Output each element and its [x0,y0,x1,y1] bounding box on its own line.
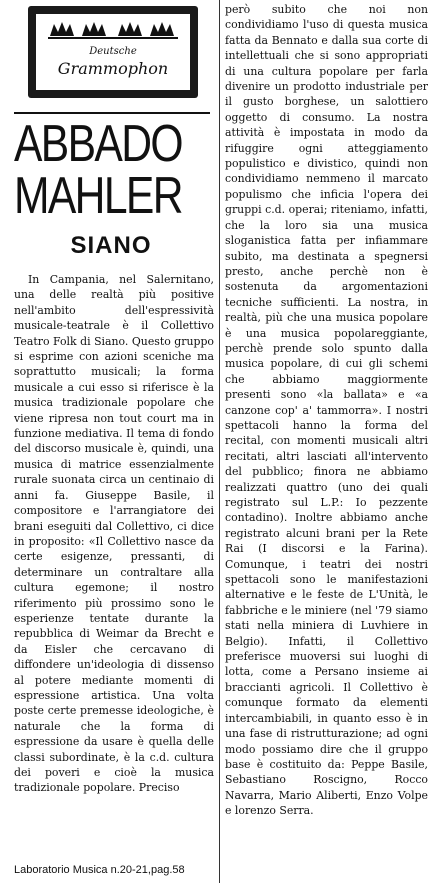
logo-text-grammophon: Grammophon [57,59,169,78]
article-right-body [225,2,428,819]
logo-panel [36,14,190,90]
source-caption: Laboratorio Musica n.20-21,pag.58 [14,864,185,876]
article-left-text [14,272,214,796]
subhead-siano: SIANO [70,232,152,259]
deutsche-grammophon-logo [28,6,198,98]
article-left-body [14,272,214,796]
headline-mahler: MAHLER [14,167,182,225]
column-divider [219,0,220,883]
headline-abbado: ABBADO [14,115,182,173]
article-right-text: però subito che noi non condividiamo l'uso di questa musica fatta da Bennato e dalla sua corte di intellettuali che si sono appropriati di una cultura popolare per farla divenire un prodotto industriale per il gusto borghese, un salottiero oggetto di consumo. La nostra attività è impostata in modo da rifuggire ogni atteggiamento populistico e divistico, quindi non condividiamo nemmeno il marcato populismo che inficia l'opera dei gruppi c.d. operai; riteniamo, infatti, che la loro sia una musica sloganistica fatta per infiammare subito, ma destinata a spegnersi presto, anche perchè non è sostenuta da argomentazioni tecniche sufficienti. La nostra, in realtà, più che una musica popolare è una musica popolareggiante, perchè prende solo spunto dalla musica popolare, di cui gli schemi che abbiamo maggiormente presenti sono «la ballata» e «a canzone cop' a' tammorra». I nostri spettacoli hanno la forma del recital, con momenti musicali altri recitati, altri lasciati all'intervento del pubblico; finora ne abbiamo realizzati quattro (uno dei quali registrato sul L.P.: Io pezzente contadino). Inoltre abbiamo anche registrato alcuni brani per la Rete Rai (I discorsi e la Farina). Comunque, i teatri dei nostri spettacoli sono le manifestazioni alternative e le feste de L'Unità, le fabbriche e le miniere (nel '79 siamo stati nella miniera di Luvhiere in Belgio). Infatti, il Collettivo preferisce muoversi sui luoghi di lotta, come a Persano insieme ai braccianti agricoli. Il Collettivo è comunque formato da elementi intercambiabili, in quanto esso è in una fase di ristrutturazione; ad ogni modo possiamo dire che il gruppo base è costituito da: Peppe Basile, Sebastiano Roscigno, Rocco Navarra, Mario Aliberti, Enzo Volpe e lorenzo Serra. [225,3,428,818]
headline-rule-top [14,112,210,114]
article-left-paragraph: In Campania, nel Salernitano, una delle realtà più positive nell'ambito dell'espressività musicale-teatrale è il Collettivo Teatro Folk di Siano. Questo gruppo si esprime con azioni sceniche ma soprattutto musicali; la forma musicale a cui esso si riferisce è la musica tradizionale popolare che viene ripresa non tout court ma in funzione mediativa. Il tema di fondo del discorso musicale è, quindi, una musica di matrice essenzialmente rurale suonata circa un centinaio di anni fa. Giuseppe Basile, il compositore e l'arrangiatore dei brani eseguiti dal Collettivo, ci dice in proposito: «Il Collettivo nasce da certe esigenze, pressanti, di determinare un contraltare alla cultura egemone; il nostro riferimento più prossimo sono le esperienze tentate durante la repubblica di Weimar da Brecht e da Eisler che cercavano di diffondere un'ideologia di dissenso al potere mediante momenti di espressione artistica. Una volta poste certe premesse ideologiche, è naturale che la forma di espressione da usare è quella delle classi subordinate, è la c.d. cultura dei poveri e cioè la musica tradizionale popolare. Preciso [14,273,214,795]
logo-text-deutsche: Deutsche [89,46,137,57]
left-column [6,0,212,883]
crown-row-icon [46,20,180,40]
